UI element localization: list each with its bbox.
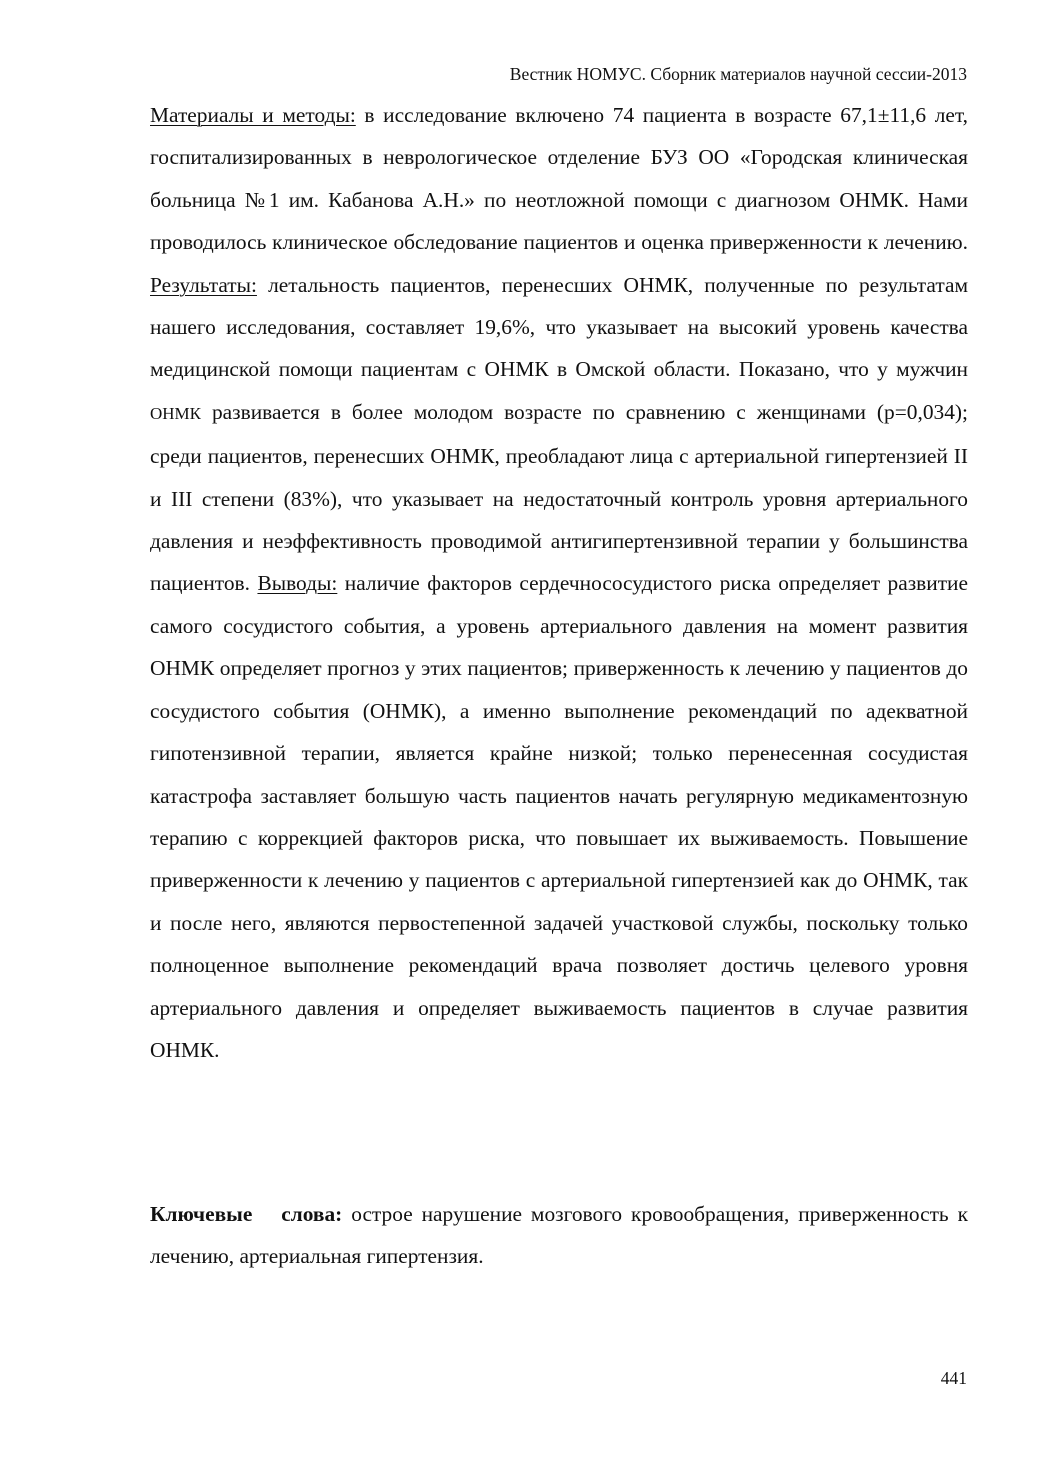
- running-header: Вестник НОМУС. Сборник материалов научной сессии-2013: [509, 64, 967, 84]
- keywords-label: Ключевые слова:: [150, 1202, 343, 1226]
- methods-label: Материалы и методы:: [150, 103, 356, 127]
- methods-text: в исследование включено 74 пациента в возрасте 67,1±11,6 лет, госпитализированных в неврологическое отделение БУЗ ОО «Городская клиническая больница №1 им. Кабанова А.Н.» по неотложной помощи с диагнозом ОНМК. Нами проводилось клиническое обследование пациентов и оценка приверженности к лечению.: [150, 103, 968, 255]
- results-text-1: летальность пациентов, перенесших ОНМК, полученные по результатам нашего исследования, составляет 19,6%, что указывает на высокий уровень качества медицинской помощи пациентам с ОНМК в Омской области. Показано, что у мужчин: [150, 272, 968, 382]
- page-number: 441: [940, 1368, 967, 1388]
- results-label: Результаты:: [150, 272, 257, 297]
- keywords-text: острое нарушение мозгового кровообращения, приверженность к лечению, артериальная гипертензия.: [150, 1202, 968, 1269]
- conclusions-text: наличие факторов сердечнососудистого риска определяет развитие самого сосудистого события, а уровень артериального давления на момент развития ОНМК определяет прогноз у этих пациентов; приверженность к лечению у пациентов до сосудистого события (ОНМК), а именно выполнение рекомендаций по адекватной гипотензивной терапии, является крайне низкой; только перенесенная сосудистая катастрофа заставляет большую часть пациентов начать регулярную медикаментозную терапию с коррекцией факторов риска, что повышает их выживаемость. Повышение приверженности к лечению у пациентов с артериальной гипертензией как до ОНМК, так и после него, являются первостепенной задачей участковой службы, поскольку только полноценное выполнение рекомендаций врача позволяет достичь целевого уровня артериального давления и определяет выживаемость пациентов в случае развития ОНМК.: [150, 571, 968, 1062]
- conclusions-label: Выводы:: [257, 571, 338, 596]
- results-abbr: ОНМК: [150, 403, 202, 423]
- abstract-body: [150, 94, 968, 1071]
- keywords-paragraph: [150, 1193, 968, 1278]
- results-text-2: развивается в более молодом возрасте по сравнению с женщинами (р=0,034); среди пациентов, перенесших ОНМК, преобладают лица с артериальной гипертензией II и III степени (83%), что указывает на недостаточный контроль уровня артериального давления и неэффективность проводимой антигипертензивной терапии у большинства пациентов.: [150, 399, 968, 596]
